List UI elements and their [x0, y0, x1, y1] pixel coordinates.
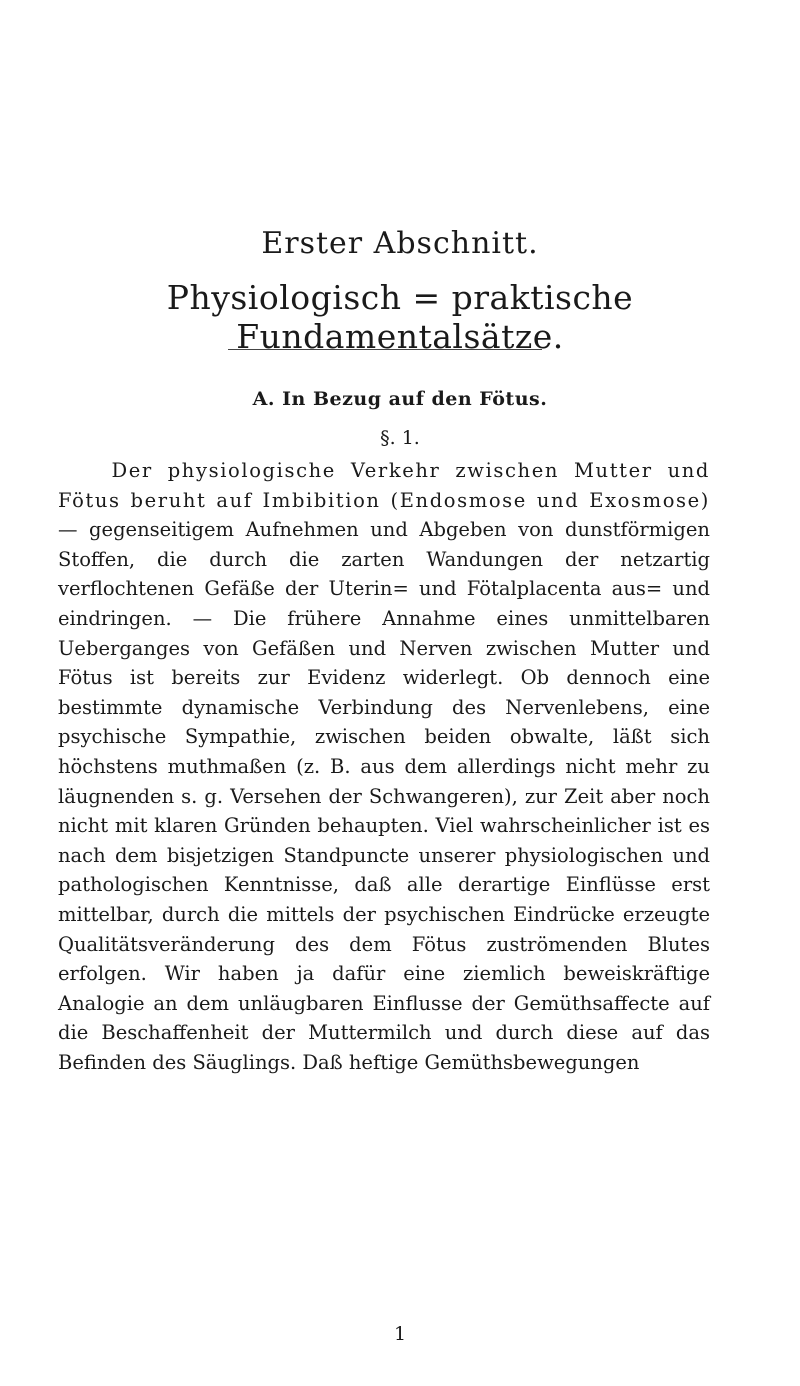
paragraph-text: — gegenseitigem Aufnehmen und Abgeben von dunstförmigen Stoffen, die durch die zarten Wandungen der netzartig verflochtenen Gefäße der Uterin= und Fötalplacenta aus= und eindringen. — Die frühere Annahme eines unmittelbaren Ueberganges von Gefäßen und Nerven zwischen Mutter und Fötus ist bereits zur Evidenz widerlegt. Ob dennoch eine bestimmte dynamische Verbindung des Nervenlebens, eine psychische Sympathie, zwischen beiden obwalte, läßt sich höchstens muthmaßen (z. B. aus dem allerdings nicht mehr zu läugnenden s. g. Versehen der Schwangeren), zur Zeit aber noch nicht mit klaren Gründen behaupten. Viel wahrscheinlicher ist es nach dem bisjetzigen Standpuncte unserer physiologischen und pathologischen Kenntnisse, daß alle derartige Einflüsse erst mittelbar, durch die mittels der psychischen Eindrücke erzeugte Qualitätsveränderung des dem Fötus zuströmenden Blutes erfolgen. Wir haben ja dafür eine ziemlich beweiskräftige Analogie an dem unläugbaren Einflusse der Gemüthsaffecte auf die Beschaffenheit der Muttermilch und durch diese auf das Befinden des Säuglings. Daß heftige Gemüthsbewegungen — [58, 518, 710, 1074]
title-divider — [228, 349, 542, 350]
page-signature: 1 — [393, 1323, 407, 1345]
body-paragraph — [58, 456, 710, 1077]
paragraph-lead: Der physiologische Verkehr zwischen Mutter und Fötus beruht auf Imbibition (Endosmose und Exosmose) — [58, 459, 710, 512]
chapter-title: Physiologisch = praktische Fundamentalsätze. — [166, 278, 634, 356]
subsection-heading: A. In Bezug auf den Fötus. — [252, 388, 548, 410]
paragraph-number: §. 1. — [380, 427, 420, 449]
section-heading: Erster Abschnitt. — [261, 226, 539, 261]
